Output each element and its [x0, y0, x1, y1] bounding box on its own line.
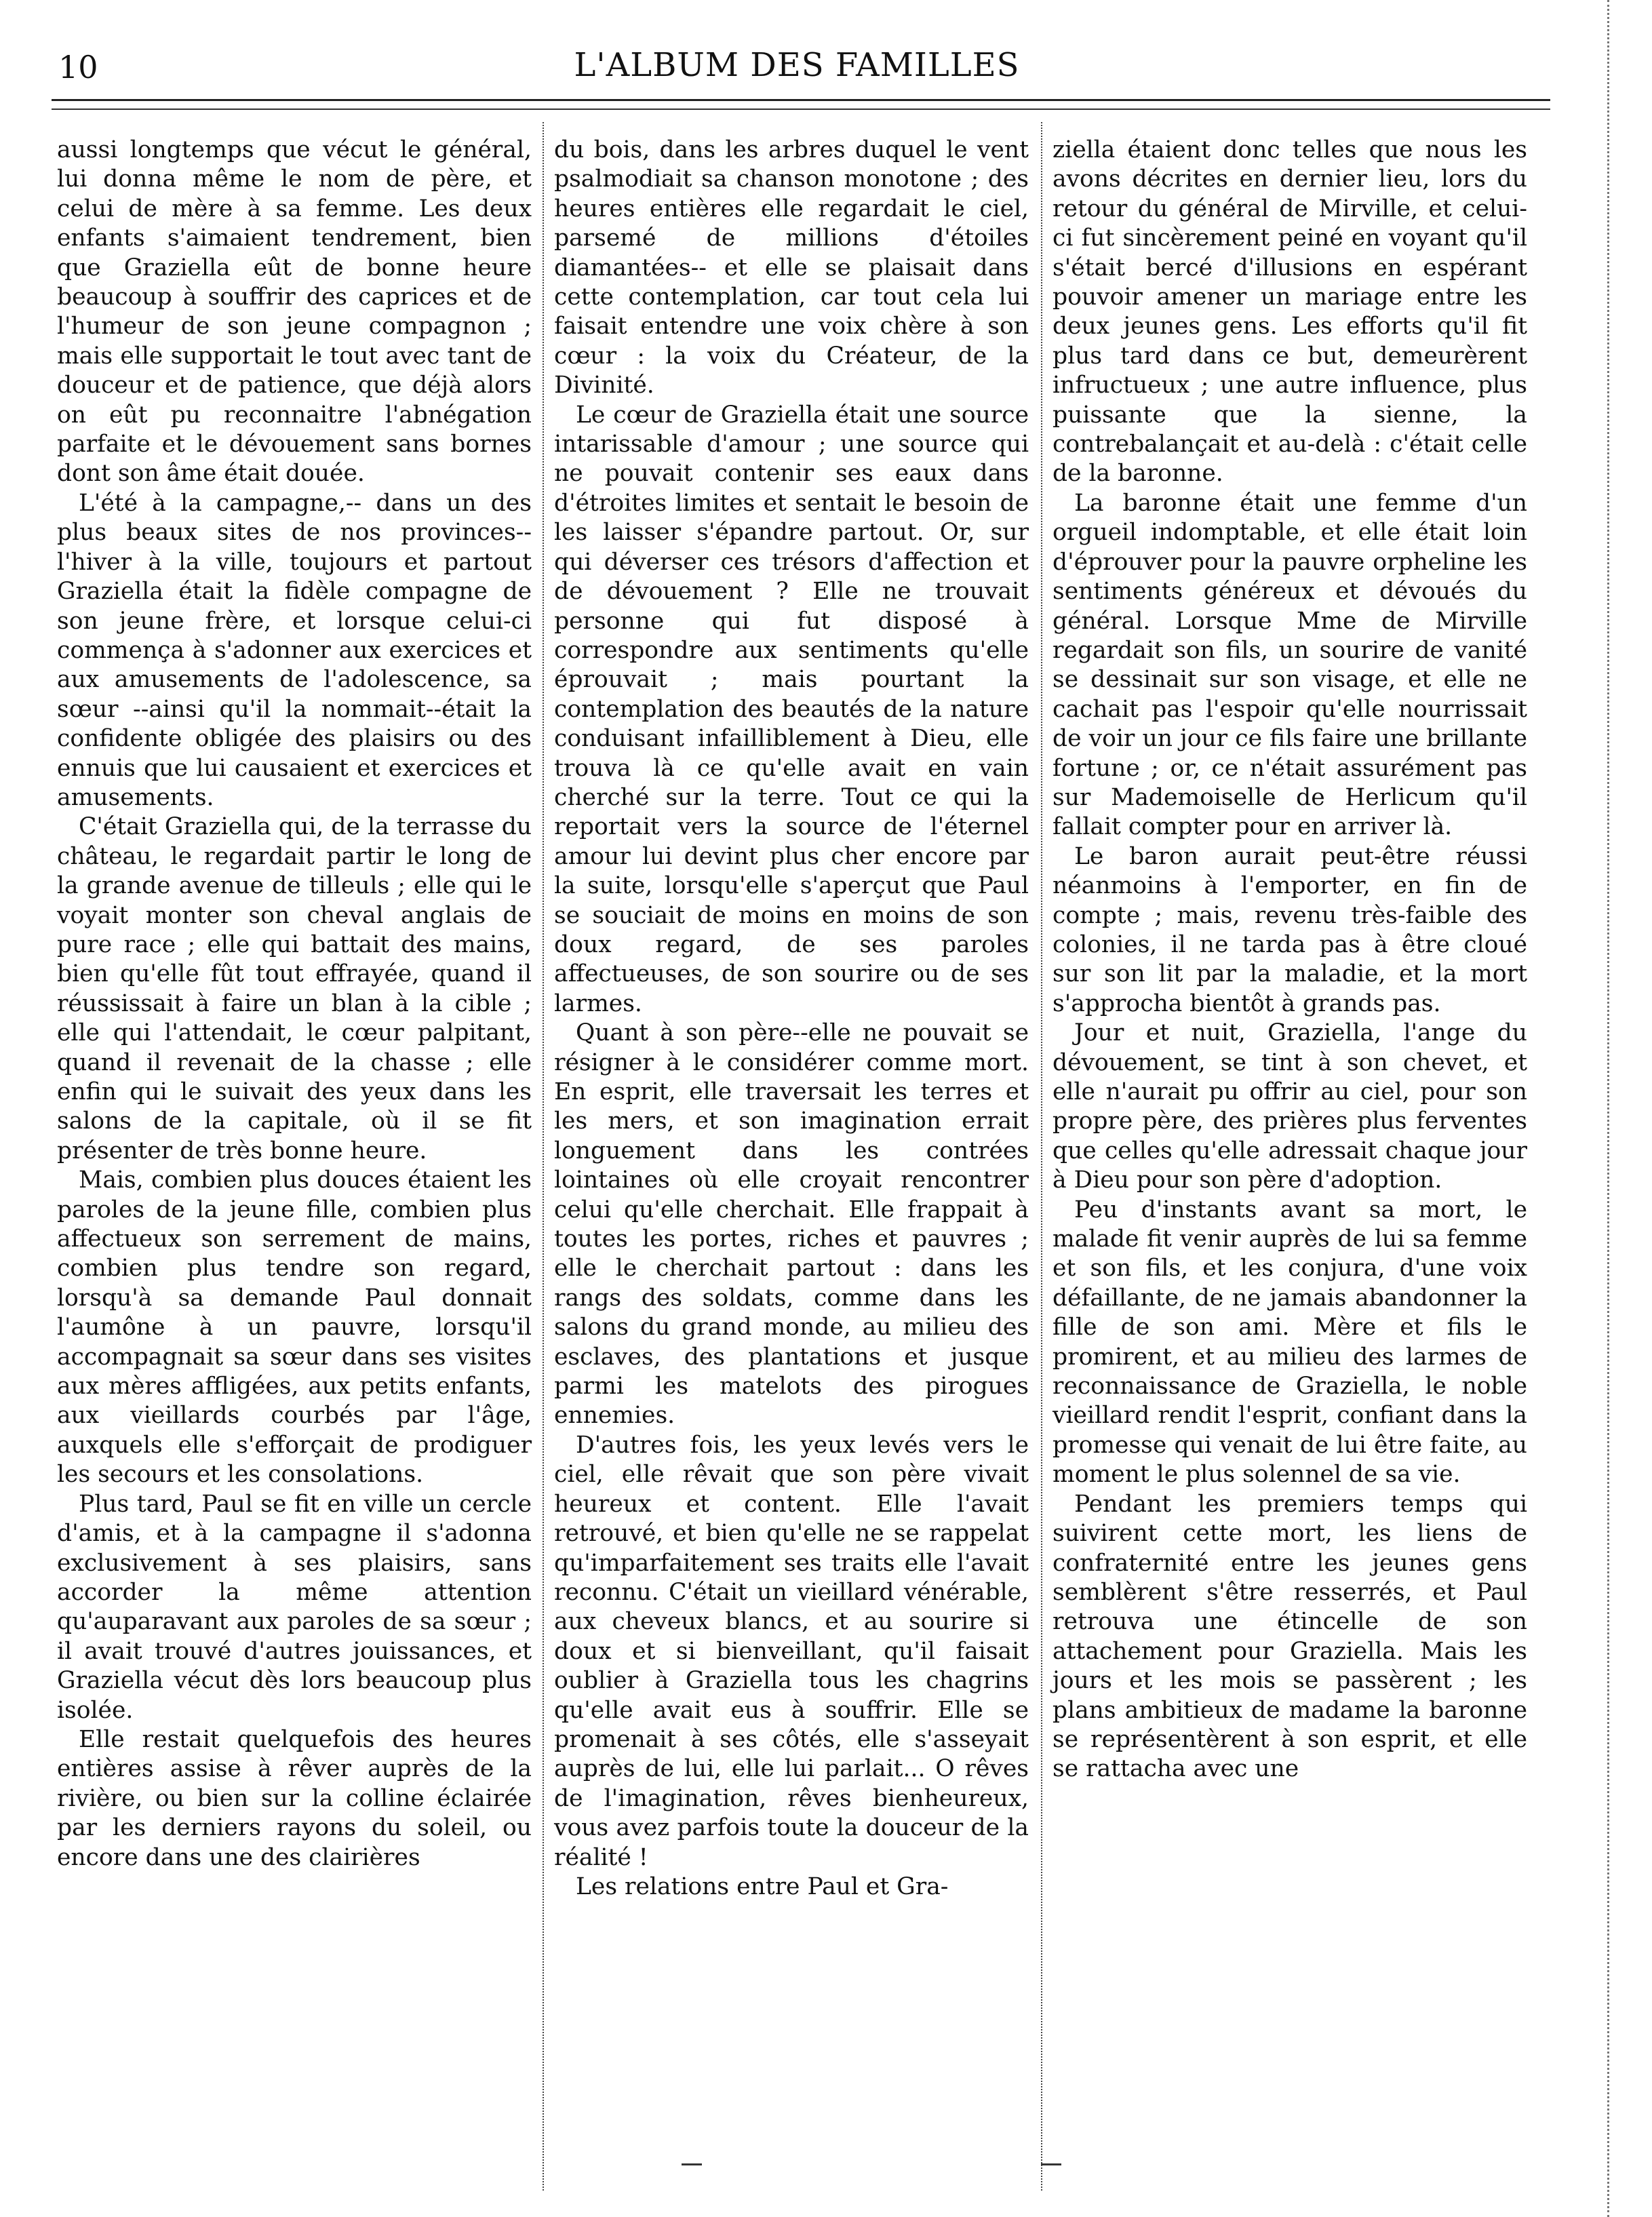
running-title: L'ALBUM DES FAMILLES — [574, 46, 1020, 84]
paragraph: Le cœur de Graziella était une source intarissable d'amour ; une source qui ne pouvait contenir ses eaux dans d'étroites limites et sentait le besoin de les laisser s'épandre partout. Or, sur qui déverser ces trésors d'affection et de dévouement ? Elle ne trouvait personne qui fut disposé à correspondre aux sentiments qu'elle éprouvait ; mais pourtant la contemplation des beautés de la nature conduisant infailliblement à Dieu, elle trouva là ce qu'elle avait en vain cherché sur la terre. Tout ce qui la reportait vers la source de l'éternel amour lui devint plus cher encore par la suite, lorsqu'elle s'aperçut que Paul se souciait de moins en moins de son doux regard, de ses paroles affectueuses, de son sourire ou de ses larmes. — [554, 401, 1029, 1017]
paragraph: Jour et nuit, Graziella, l'ange du dévouement, se tint à son chevet, et elle n'aurait pu offrir au ciel, pour son propre père, des prières plus ferventes que celles qu'elle adressait chaque jour à Dieu pour son père d'adoption. — [1053, 1019, 1527, 1194]
bottom-mark — [1041, 2163, 1061, 2165]
header-rule-lower — [52, 109, 1550, 110]
paragraph: Le baron aurait peut-être réussi néanmoins à l'emporter, en fin de compte ; mais, revenu très-faible des colonies, il ne tarda pas à être cloué sur son lit par la maladie, et la mort s'approcha bientôt à grands pas. — [1053, 842, 1527, 1017]
paragraph: Peu d'instants avant sa mort, le malade fit venir auprès de lui sa femme et son fils, et les conjura, d'une voix défaillante, de ne jamais abandonner la fille de son ami. Mère et fils le promirent, et au milieu des larmes de reconnaissance de Graziella, le noble vieillard rendit l'esprit, confiant dans la promesse qui venait de lui être faite, au moment le plus solennel de sa vie. — [1053, 1196, 1527, 1489]
paragraph: Elle restait quelquefois des heures entières assise à rêver auprès de la rivière, ou bien sur la colline éclairée par les derniers rayons du soleil, ou encore dans une des clairières — [57, 1725, 532, 1871]
paragraph: C'était Graziella qui, de la terrasse du château, le regardait partir le long de la grande avenue de tilleuls ; elle qui le voyait monter son cheval anglais de pure race ; elle qui battait des mains, bien qu'elle fût tout effrayée, quand il réussissait à faire un blan à la cible ; elle qui l'attendait, le cœur palpitant, quand il revenait de la chasse ; elle enfin qui le suivait des yeux dans les salons de la capitale, où il se fit présenter de très bonne heure. — [57, 813, 532, 1164]
bottom-mark — [682, 2163, 702, 2165]
page-header — [41, 42, 1553, 96]
text-column-3 — [1053, 136, 1527, 2102]
paragraph: Plus tard, Paul se fit en ville un cercle d'amis, et à la campagne il s'adonna exclusivement à ses plaisirs, sans accorder la même attention qu'auparavant aux paroles de sa sœur ; il avait trouvé d'autres jouissances, et Graziella vécut dès lors beaucoup plus isolée. — [57, 1490, 532, 1724]
paragraph: du bois, dans les arbres duquel le vent psalmodiait sa chanson monotone ; des heures entières elle regardait le ciel, parsemé de millions d'étoiles diamantées-- et elle se plaisait dans cette contemplation, car tout cela lui faisait entendre une voix chère à son cœur : la voix du Créateur, de la Divinité. — [554, 136, 1029, 399]
column-divider — [543, 122, 544, 2191]
paragraph: ziella étaient donc telles que nous les avons décrites en dernier lieu, lors du retour du général de Mirville, et celui-ci fut sincèrement peiné en voyant qu'il s'était bercé d'illusions en espérant pouvoir amener un mariage entre les deux jeunes gens. Les efforts qu'il fit plus tard dans ce but, demeurèrent infructueux ; une autre influence, plus puissante que la sienne, la contrebalançait et au-delà : c'était celle de la baronne. — [1053, 136, 1527, 488]
text-column-1 — [57, 136, 532, 2102]
column-divider — [1041, 122, 1042, 2191]
paragraph: La baronne était une femme d'un orgueil indomptable, et elle était loin d'éprouver pour la pauvre orpheline les sentiments généreux et dévoués du général. Lorsque Mme de Mirville regardait son fils, un sourire de vanité se dessinait sur son visage, et elle ne cachait pas l'espoir qu'elle nourrissait de voir un jour ce fils faire une brillante fortune ; or, ce n'était assurément pas sur Mademoiselle de Herlicum qu'il fallait compter pour en arriver là. — [1053, 489, 1527, 841]
paragraph: Quant à son père--elle ne pouvait se résigner à le considérer comme mort. En esprit, elle traversait les terres et les mers, et son imagination errait longuement dans les contrées lointaines où elle croyait rencontrer celui qu'elle cherchait. Elle frappait à toutes les portes, riches et pauvres ; elle le cherchait partout : dans les rangs des soldats, comme dans les salons du grand monde, au milieu des esclaves, des plantations et jusque parmi les matelots des pirogues ennemies. — [554, 1019, 1029, 1430]
paragraph: Pendant les premiers temps qui suivirent cette mort, les liens de confraternité entre les jeunes gens semblèrent s'être resserrés, et Paul retrouva une étincelle de son attachement pour Graziella. Mais les jours et les mois se passèrent ; les plans ambitieux de madame la baronne se représentèrent à son esprit, et elle se rattacha avec une — [1053, 1490, 1527, 1783]
header-rule — [52, 99, 1550, 101]
page-edge-perforation — [1607, 0, 1623, 2217]
paragraph: aussi longtemps que vécut le général, lui donna même le nom de père, et celui de mère à sa femme. Les deux enfants s'aimaient tendrement, bien que Graziella eût de bonne heure beaucoup à souffrir des caprices et de l'humeur de son jeune compagnon ; mais elle supportait le tout avec tant de douceur et de patience, que déjà alors on eût pu reconnaitre l'abnégation parfaite et le dévouement sans bornes dont son âme était douée. — [57, 136, 532, 488]
text-column-2 — [554, 136, 1029, 2102]
page-number: 10 — [58, 49, 98, 85]
paragraph: Les relations entre Paul et Gra- — [576, 1872, 949, 1900]
paragraph: D'autres fois, les yeux levés vers le ciel, elle rêvait que son père vivait heureux et content. Elle l'avait retrouvé, et bien qu'elle ne se rappelat qu'imparfaitement ses traits elle l'avait reconnu. C'était un vieillard vénérable, aux cheveux blancs, et au sourire si doux et si bienveillant, qu'il faisait oublier à Graziella tous les chagrins qu'elle avait eus à souffrir. Elle se promenait à ses côtés, elle s'asseyait auprès de lui, elle lui parlait... O rêves de l'imagination, rêves bienheureux, vous avez parfois toute la douceur de la réalité ! — [554, 1431, 1029, 1871]
paragraph: Mais, combien plus douces étaient les paroles de la jeune fille, combien plus affectueux son serrement de mains, combien plus tendre son regard, lorsqu'à sa demande Paul donnait l'aumône à un pauvre, lorsqu'il accompagnait sa sœur dans ses visites aux mères affligées, aux petits enfants, aux vieillards courbés par l'âge, auxquels elle s'efforçait de prodiguer les secours et les consolations. — [57, 1166, 532, 1489]
paragraph: L'été à la campagne,-- dans un des plus beaux sites de nos provinces--l'hiver à la ville, toujours et partout Graziella était la fidèle compagne de son jeune frère, et lorsque celui-ci commença à s'adonner aux exercices et aux amusements de l'adolescence, sa sœur --ainsi qu'il la nommait--était la confidente obligée des plaisirs ou des ennuis que lui causaient et exercices et amusements. — [57, 489, 532, 811]
